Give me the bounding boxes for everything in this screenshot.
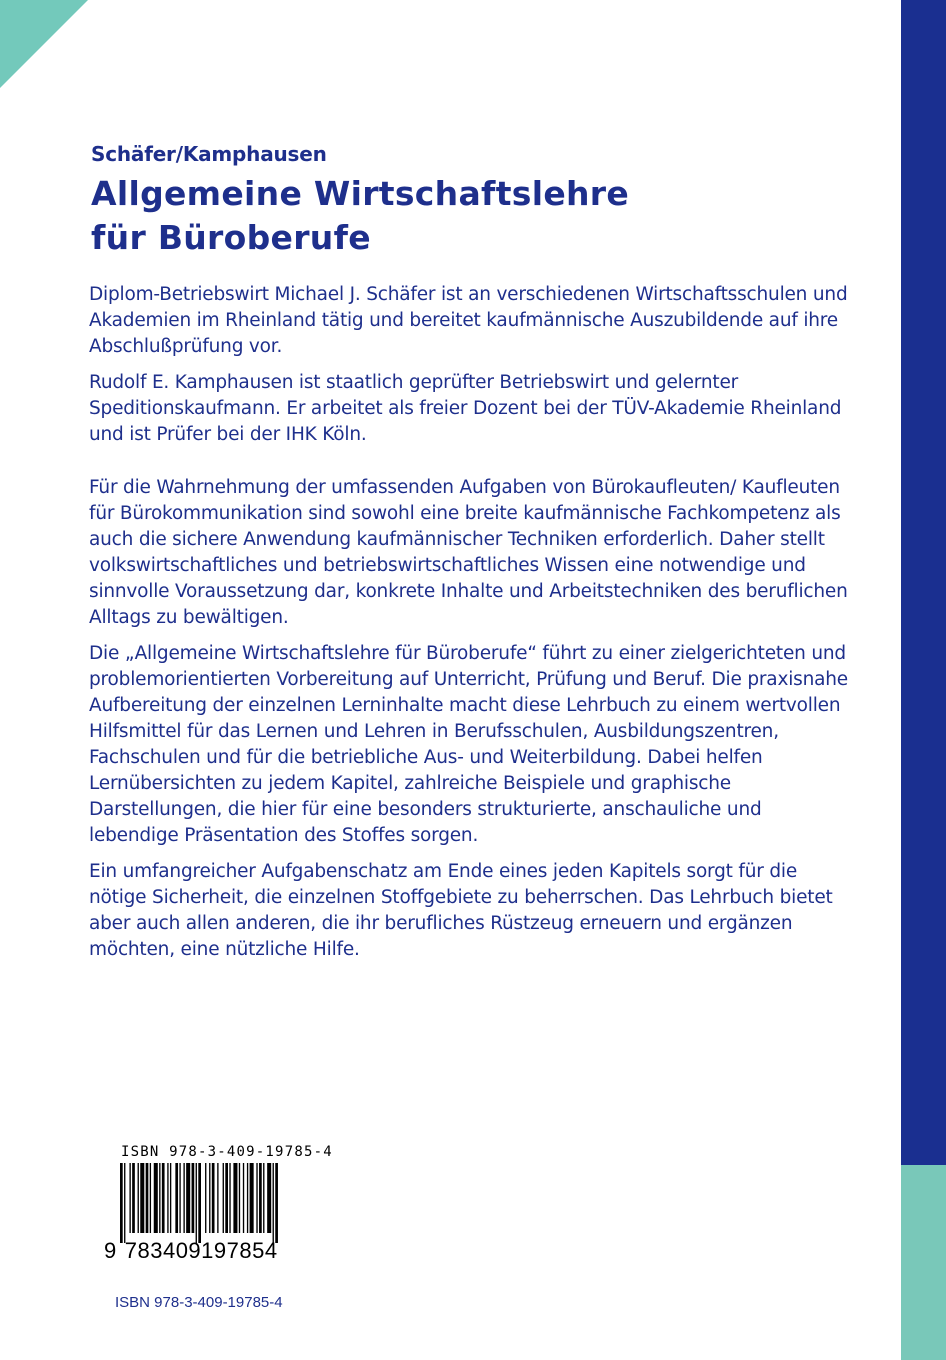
author-bios (89, 282, 849, 458)
book-title (91, 172, 871, 260)
barcode-bar (167, 1163, 168, 1233)
spine-band-teal (901, 1165, 946, 1360)
barcode-bar (124, 1163, 125, 1243)
barcode-bar (247, 1163, 248, 1233)
barcode-image (120, 1163, 330, 1243)
barcode-bar (159, 1163, 160, 1233)
barcode-digit-first: 9 (104, 1238, 117, 1263)
barcode-bar (179, 1163, 180, 1233)
barcode-bar (129, 1163, 130, 1233)
barcode-bar (212, 1163, 215, 1233)
barcode-bar (239, 1163, 240, 1233)
barcode-bar (229, 1163, 230, 1233)
barcode-bar (273, 1163, 274, 1243)
barcode-bar (183, 1163, 184, 1233)
title-line-2: für Büroberufe (91, 218, 371, 257)
barcode-bar (150, 1163, 151, 1233)
barcode-bar (196, 1163, 197, 1243)
barcode-bar (259, 1163, 262, 1233)
barcode-bar (146, 1163, 149, 1233)
barcode-bar (162, 1163, 165, 1233)
barcode-bar (140, 1163, 144, 1233)
barcode-isbn-label: ISBN 978-3-409-19785-4 (121, 1144, 333, 1160)
barcode-bar (243, 1163, 244, 1233)
barcode-bar (120, 1163, 123, 1243)
barcode-bar (175, 1163, 178, 1233)
bio-paragraph: Rudolf E. Kamphausen ist staatlich geprüfter Betriebswirt und gelernter Speditionskaufmann. Er arbeitet als freier Dozent bei der TÜV-Akademie Rheinland und ist Prüfer bei der IHK Köln. (89, 372, 842, 445)
description-paragraph: Die „Allgemeine Wirtschaftslehre für Büroberufe“ führt zu einer zielgerichteten und problemorientierten Vorbereitung auf Unterricht, Prüfung und Beruf. Die praxisnahe Aufbereitung der einzelnen Lerninhalte macht diese Lehrbuch zu einem wertvollen Hilfsmittel für das Lernen und Lehren in Berufsschulen, Ausbildungszentren, Fachschulen und für die betriebliche Aus- und Weiterbildung. Dabei helfen Lernübersichten zu jedem Kapitel, zahlreiche Beispiele und graphische Darstellungen, die hier für eine besonders strukturierte, anschauliche und lebendige Präsentation des Stoffes sorgen. (89, 643, 848, 846)
barcode-bar (170, 1163, 171, 1233)
barcode-bar (209, 1163, 210, 1233)
barcode-bar (263, 1163, 264, 1233)
barcode-bar (186, 1163, 190, 1233)
barcode-bar (256, 1163, 257, 1233)
corner-triangle-decoration (0, 0, 88, 88)
description-paragraph: Für die Wahrnehmung der umfassenden Aufgaben von Bürokaufleuten/ Kaufleuten für Bürokommunikation sind sowohl eine breite kaufmännische Fachkompetenz als auch die sichere Anwendung kaufmännischer Techniken erforderlich. Daher stellt volkswirtschaftliches und betriebswirtschaftliches Wissen eine notwendige und sinnvolle Voraussetzung dar, konkrete Inhalte und Arbeitstechniken des beruflichen Alltags zu bewältigen. (89, 477, 848, 628)
barcode-bar (205, 1163, 206, 1233)
barcode-bar (217, 1163, 218, 1233)
barcode-digits (104, 1238, 278, 1264)
authors-heading: Schäfer/Kamphausen (91, 142, 327, 166)
barcode-bar (138, 1163, 139, 1233)
spine-band-blue (901, 0, 946, 1165)
title-line-1: Allgemeine Wirtschaftslehre (91, 174, 630, 213)
barcode-bar (192, 1163, 195, 1233)
description-paragraph: Ein umfangreicher Aufgabenschatz am Ende eines jeden Kapitels sorgt für die nötige Sicherheit, die einzelnen Stoffgebiete zu beherrschen. Das Lehrbuch bietet aber auch allen anderen, die ihr berufliches Rüstzeug erneuern und ergänzen möchten, eine nützliche Hilfe. (89, 861, 833, 960)
barcode-bar (132, 1163, 135, 1233)
barcode-bar (223, 1163, 224, 1233)
barcode-bar (267, 1163, 271, 1233)
barcode-digits-rest: 783409197854 (124, 1238, 278, 1263)
barcode-bar (198, 1163, 201, 1243)
footer-isbn: ISBN 978-3-409-19785-4 (115, 1294, 283, 1311)
barcode-bar (154, 1163, 158, 1233)
barcode-bar (233, 1163, 237, 1233)
book-description (89, 475, 849, 973)
barcode-bar (225, 1163, 228, 1233)
barcode-bar (250, 1163, 254, 1233)
barcode-bar (275, 1163, 278, 1243)
bio-paragraph: Diplom-Betriebswirt Michael J. Schäfer ist an verschiedenen Wirtschaftsschulen und Akademien im Rheinland tätig und bereitet kaufmännische Auszubildende auf ihre Abschlußprüfung vor. (89, 284, 848, 357)
